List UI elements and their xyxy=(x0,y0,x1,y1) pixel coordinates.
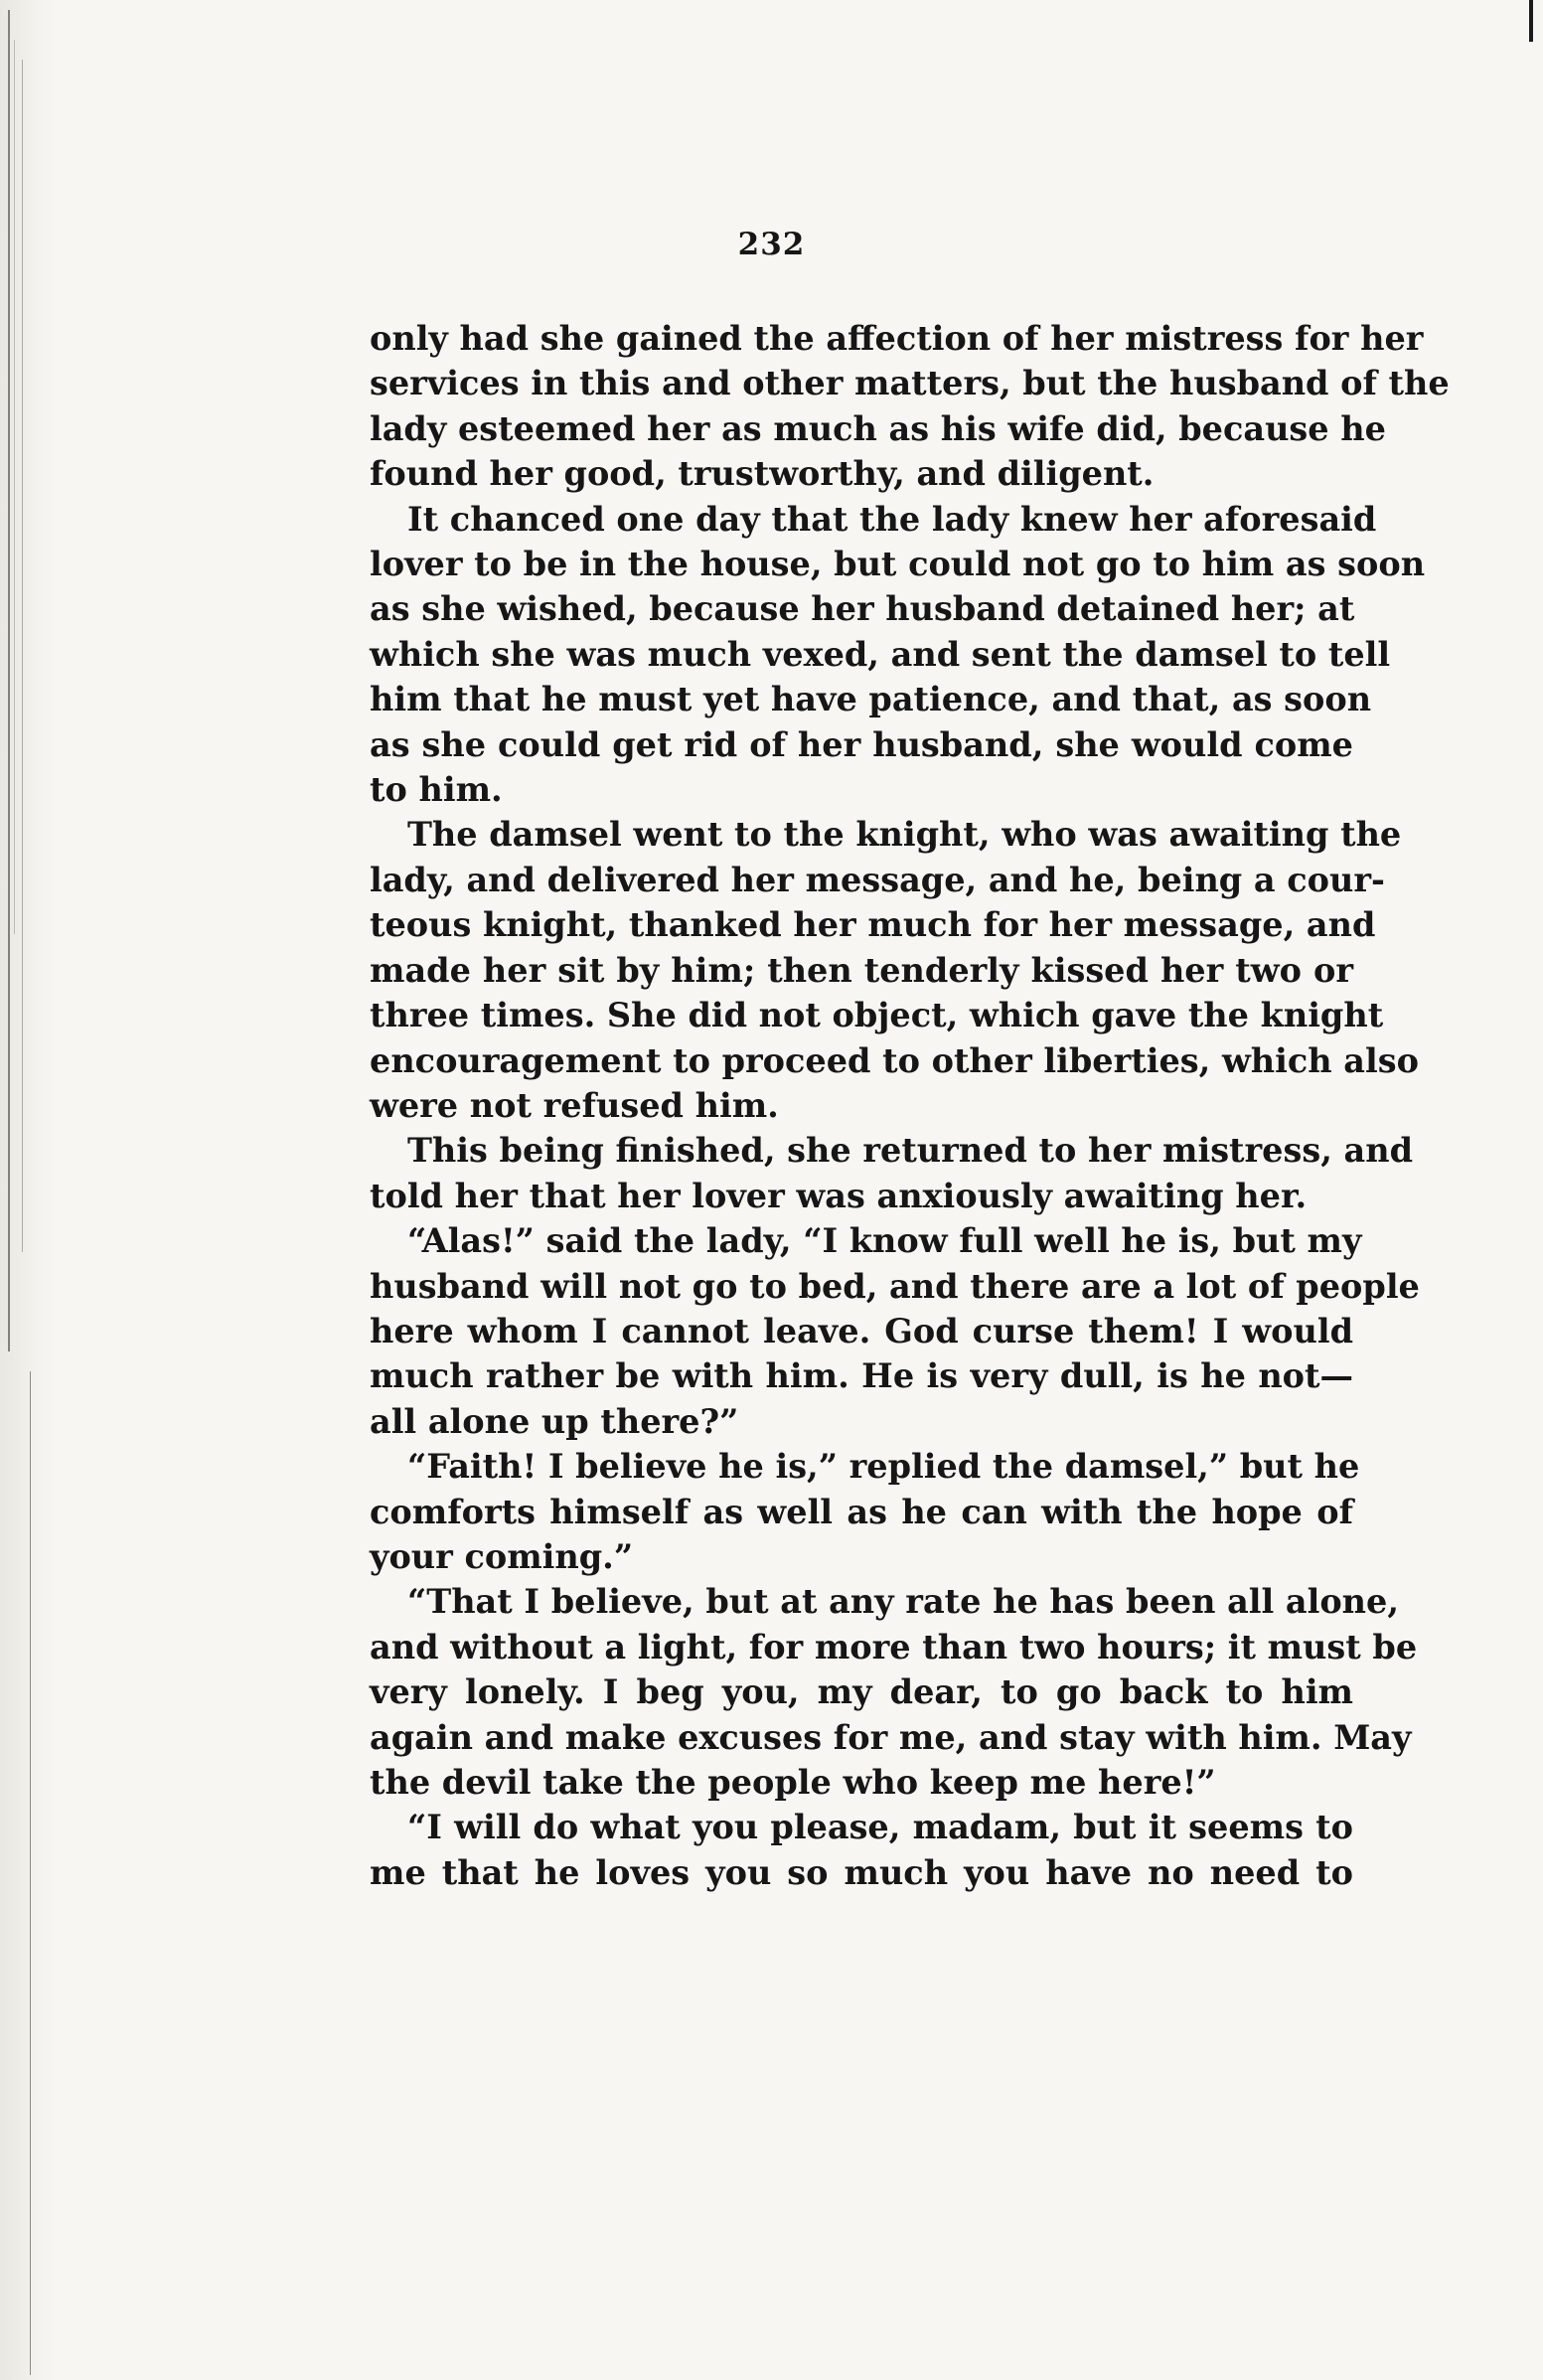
text-line: your coming.” xyxy=(370,1536,634,1576)
text-line: lady esteemed her as much as his wife did, because he xyxy=(370,408,1386,448)
text-line: “I will do what you please, madam, but it seems to xyxy=(407,1808,1353,1847)
body-text xyxy=(370,316,1450,1895)
text-line: me that he loves you so much you have no need to xyxy=(370,1852,1353,1892)
text-line: to him. xyxy=(370,770,503,810)
text-line: very lonely. I beg you, my dear, to go back to him xyxy=(370,1672,1353,1712)
text-line: were not refused him. xyxy=(370,1085,779,1125)
text-line: only had she gained the affection of her mistress for her xyxy=(370,319,1424,358)
text-line: here whom I cannot leave. God curse them! I would xyxy=(370,1311,1353,1350)
text-line: as she could get rid of her husband, she would come xyxy=(370,724,1353,764)
text-line: husband will not go to bed, and there are a lot of people xyxy=(370,1266,1420,1306)
text-line: much rather be with him. He is very dull, is he not— xyxy=(370,1356,1353,1396)
text-line: and without a light, for more than two hours; it must be xyxy=(370,1627,1418,1666)
scan-artifact-line xyxy=(14,40,15,934)
text-line: all alone up there?” xyxy=(370,1401,739,1441)
text-line: services in this and other matters, but the husband of the xyxy=(370,364,1450,403)
text-line: the devil take the people who keep me here!” xyxy=(370,1763,1216,1802)
text-line: This being finished, she returned to her mistress, and xyxy=(407,1131,1414,1171)
text-line: “Faith! I believe he is,” replied the damsel,” but he xyxy=(407,1447,1360,1487)
text-line: teous knight, thanked her much for her message, and xyxy=(370,905,1376,945)
text-line: lover to be in the house, but could not go to him as soon xyxy=(370,545,1426,584)
scan-corner-mark xyxy=(1529,0,1533,42)
text-line: encouragement to proceed to other liberties, which also xyxy=(370,1040,1419,1080)
text-line: “Alas!” said the lady, “I know full well he is, but my xyxy=(407,1221,1362,1261)
text-line: again and make excuses for me, and stay with him. May xyxy=(370,1717,1412,1757)
text-line: It chanced one day that the lady knew her aforesaid xyxy=(407,499,1377,539)
text-line: comforts himself as well as he can with the hope of xyxy=(370,1492,1353,1531)
text-line: found her good, trustworthy, and diligent. xyxy=(370,454,1155,494)
text-line: three times. She did not object, which gave the knight xyxy=(370,996,1384,1035)
page-number: 232 xyxy=(737,227,806,262)
text-line: him that he must yet have patience, and that, as soon xyxy=(370,680,1372,719)
scan-artifact-line xyxy=(8,10,10,1351)
text-line: lady, and delivered her message, and he, being a cour- xyxy=(370,860,1385,899)
text-line: “That I believe, but at any rate he has been all alone, xyxy=(407,1582,1400,1622)
text-line: The damsel went to the knight, who was awaiting the xyxy=(407,815,1402,855)
text-line: made her sit by him; then tenderly kissed her two or xyxy=(370,950,1353,990)
text-line: told her that her lover was anxiously awaiting her. xyxy=(370,1176,1308,1215)
text-line: which she was much vexed, and sent the damsel to tell xyxy=(370,634,1391,674)
scan-artifact-line xyxy=(30,1371,31,2375)
text-line: as she wished, because her husband detained her; at xyxy=(370,589,1355,629)
